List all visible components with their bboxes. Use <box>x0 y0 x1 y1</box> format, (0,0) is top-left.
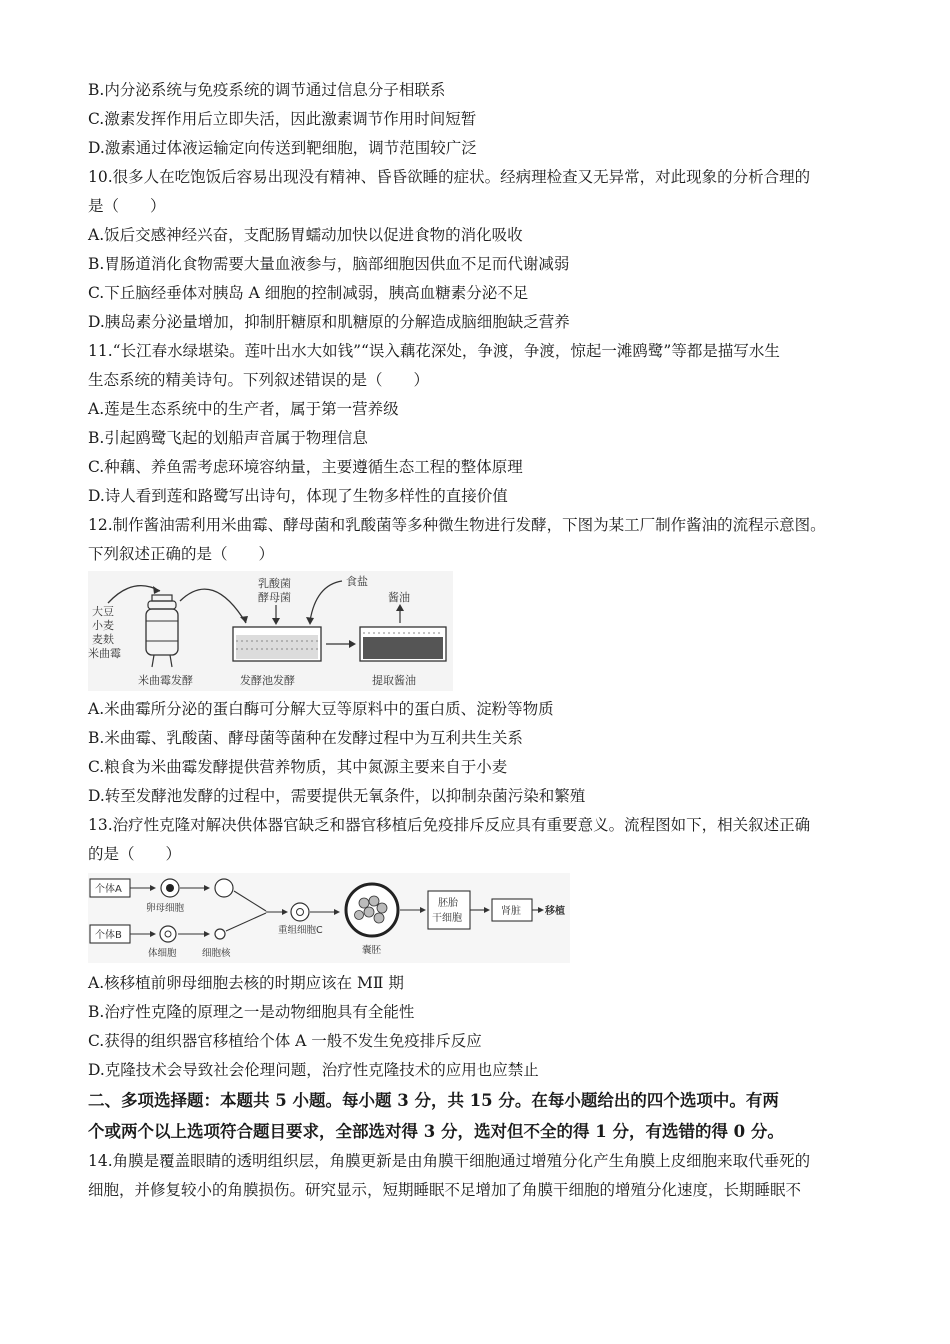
question-10-stem-cont: 是（ ） <box>88 197 166 215</box>
option-b: B.胃肠道消化食物需要大量血液参与，脑部细胞因供血不足而代谢减弱 <box>88 255 570 273</box>
product-label: 酱油 <box>388 591 410 604</box>
text-block-1 <box>88 76 878 569</box>
microbe-label: 乳酸菌 <box>258 577 291 590</box>
step-label: 发酵池发酵 <box>240 674 295 687</box>
option-c: C.种藕、养鱼需考虑环境容纳量，主要遵循生态工程的整体原理 <box>88 458 523 476</box>
input-label: 小麦 <box>92 619 114 632</box>
option-a: A.莲是生态系统中的生产者，属于第一营养级 <box>88 400 399 418</box>
question-13-stem-cont: 的是（ ） <box>88 845 182 863</box>
cloning-flow-diagram <box>88 873 570 963</box>
option-a: A.米曲霉所分泌的蛋白酶可分解大豆等原料中的蛋白质、淀粉等物质 <box>88 700 554 718</box>
option-a: A.饭后交感神经兴奋，支配肠胃蠕动加快以促进食物的消化吸收 <box>88 226 523 244</box>
stem-cell-label: 干细胞 <box>432 913 462 924</box>
option-d: D.胰岛素分泌量增加，抑制肝糖原和肌糖原的分解造成脑细胞缺乏营养 <box>88 313 570 331</box>
text-block-2 <box>88 695 878 869</box>
option-b: B.治疗性克隆的原理之一是动物细胞具有全能性 <box>88 1003 415 1021</box>
enucleated-egg-icon <box>215 879 233 897</box>
option-a: A.核移植前卵母细胞去核的时期应该在 MⅡ 期 <box>88 974 404 992</box>
input-label: 米曲霉 <box>88 647 121 660</box>
text-line: B.内分泌系统与免疫系统的调节通过信息分子相联系 <box>88 81 446 99</box>
text-line: C.激素发挥作用后立即失活，因此激素调节作用时间短暂 <box>88 110 477 128</box>
nucleus-label: 细胞核 <box>202 948 231 959</box>
text-block-3 <box>88 969 878 1085</box>
text-block-4 <box>88 1147 878 1205</box>
section-heading <box>88 1085 878 1147</box>
question-12-stem-cont: 下列叙述正确的是（ ） <box>88 545 275 563</box>
option-b: B.米曲霉、乳酸菌、酵母菌等菌种在发酵过程中为互利共生关系 <box>88 729 523 747</box>
text-line: D.激素通过体液运输定向传送到靶细胞，调节范围较广泛 <box>88 139 477 157</box>
option-d: D.克隆技术会导致社会伦理问题，治疗性克隆技术的应用也应禁止 <box>88 1061 539 1079</box>
option-c: C.获得的组织器官移植给个体 A 一般不发生免疫排斥反应 <box>88 1032 482 1050</box>
individual-b-label: 个体B <box>95 930 122 941</box>
extraction-tank-icon <box>360 627 446 661</box>
individual-a-label: 个体A <box>95 884 122 895</box>
option-c: C.下丘脑经垂体对胰岛 A 细胞的控制减弱，胰高血糖素分泌不足 <box>88 284 529 302</box>
somatic-label: 体细胞 <box>148 948 177 959</box>
soy-sauce-diagram <box>88 571 453 691</box>
therapeutic-cloning-figure <box>88 873 570 963</box>
option-b: B.引起鸥鹭飞起的划船声音属于物理信息 <box>88 429 368 447</box>
blastocyst-icon <box>346 884 398 936</box>
question-12-stem: 12.制作酱油需利用米曲霉、酵母菌和乳酸菌等多种微生物进行发酵，下图为某工厂制作酱油的流程示意图。 <box>88 516 826 534</box>
option-d: D.诗人看到莲和路鹭写出诗句，体现了生物多样性的直接价值 <box>88 487 508 505</box>
fermentation-pool-icon <box>233 627 321 661</box>
question-11-stem: 11.“长江春水绿堪染。莲叶出水大如钱”“误入藕花深处，争渡，争渡，惊起一滩鸥鹭”等都是描写水生 <box>88 342 780 360</box>
question-11-stem-cont: 生态系统的精美诗句。下列叙述错误的是（ ） <box>88 371 430 389</box>
recombinant-label: 重组细胞C <box>278 925 323 936</box>
input-label: 麦麸 <box>92 633 114 646</box>
question-14-stem: 14.角膜是覆盖眼睛的透明组织层，角膜更新是由角膜干细胞通过增殖分化产生角膜上皮细胞来取代垂死的 <box>88 1152 811 1170</box>
step-label: 米曲霉发酵 <box>138 674 193 687</box>
salt-label: 食盐 <box>346 575 368 588</box>
option-d: D.转至发酵池发酵的过程中，需要提供无氧条件，以抑制杂菌污染和繁殖 <box>88 787 586 805</box>
input-label: 大豆 <box>92 605 114 618</box>
question-10-stem: 10.很多人在吃饱饭后容易出现没有精神、昏昏欲睡的症状。经病理检查又无异常，对此现象的分析合理的 <box>88 168 811 186</box>
organ-label: 肾脏 <box>501 906 521 917</box>
egg-label: 卵母细胞 <box>146 903 185 914</box>
stem-cell-label: 胚胎 <box>438 898 458 909</box>
option-c: C.粮食为米曲霉发酵提供营养物质，其中氮源主要来自于小麦 <box>88 758 508 776</box>
microbe-label: 酵母菌 <box>258 591 291 604</box>
blastocyst-label: 囊胚 <box>362 945 382 956</box>
nucleus-icon <box>215 929 225 939</box>
step-label: 提取酱油 <box>372 674 416 687</box>
exam-page <box>88 76 878 1205</box>
soy-sauce-process-figure <box>88 571 453 691</box>
question-13-stem: 13.治疗性克隆对解决供体器官缺乏和器官移植后免疫排斥反应具有重要意义。流程图如下，相关叙述正确 <box>88 816 811 834</box>
section-heading-line: 二、多项选择题：本题共 5 小题。每小题 3 分，共 15 分。在每小题给出的四个选项中。有两 <box>88 1091 779 1110</box>
question-14-stem-cont: 细胞，并修复较小的角膜损伤。研究显示，短期睡眠不足增加了角膜干细胞的增殖分化速度，长期睡眠不 <box>88 1181 802 1199</box>
section-heading-line: 个或两个以上选项符合题目要求，全部选对得 3 分，选对但不全的得 1 分，有选错的得 0 分。 <box>88 1122 784 1141</box>
transplant-label: 移植 <box>545 906 565 917</box>
